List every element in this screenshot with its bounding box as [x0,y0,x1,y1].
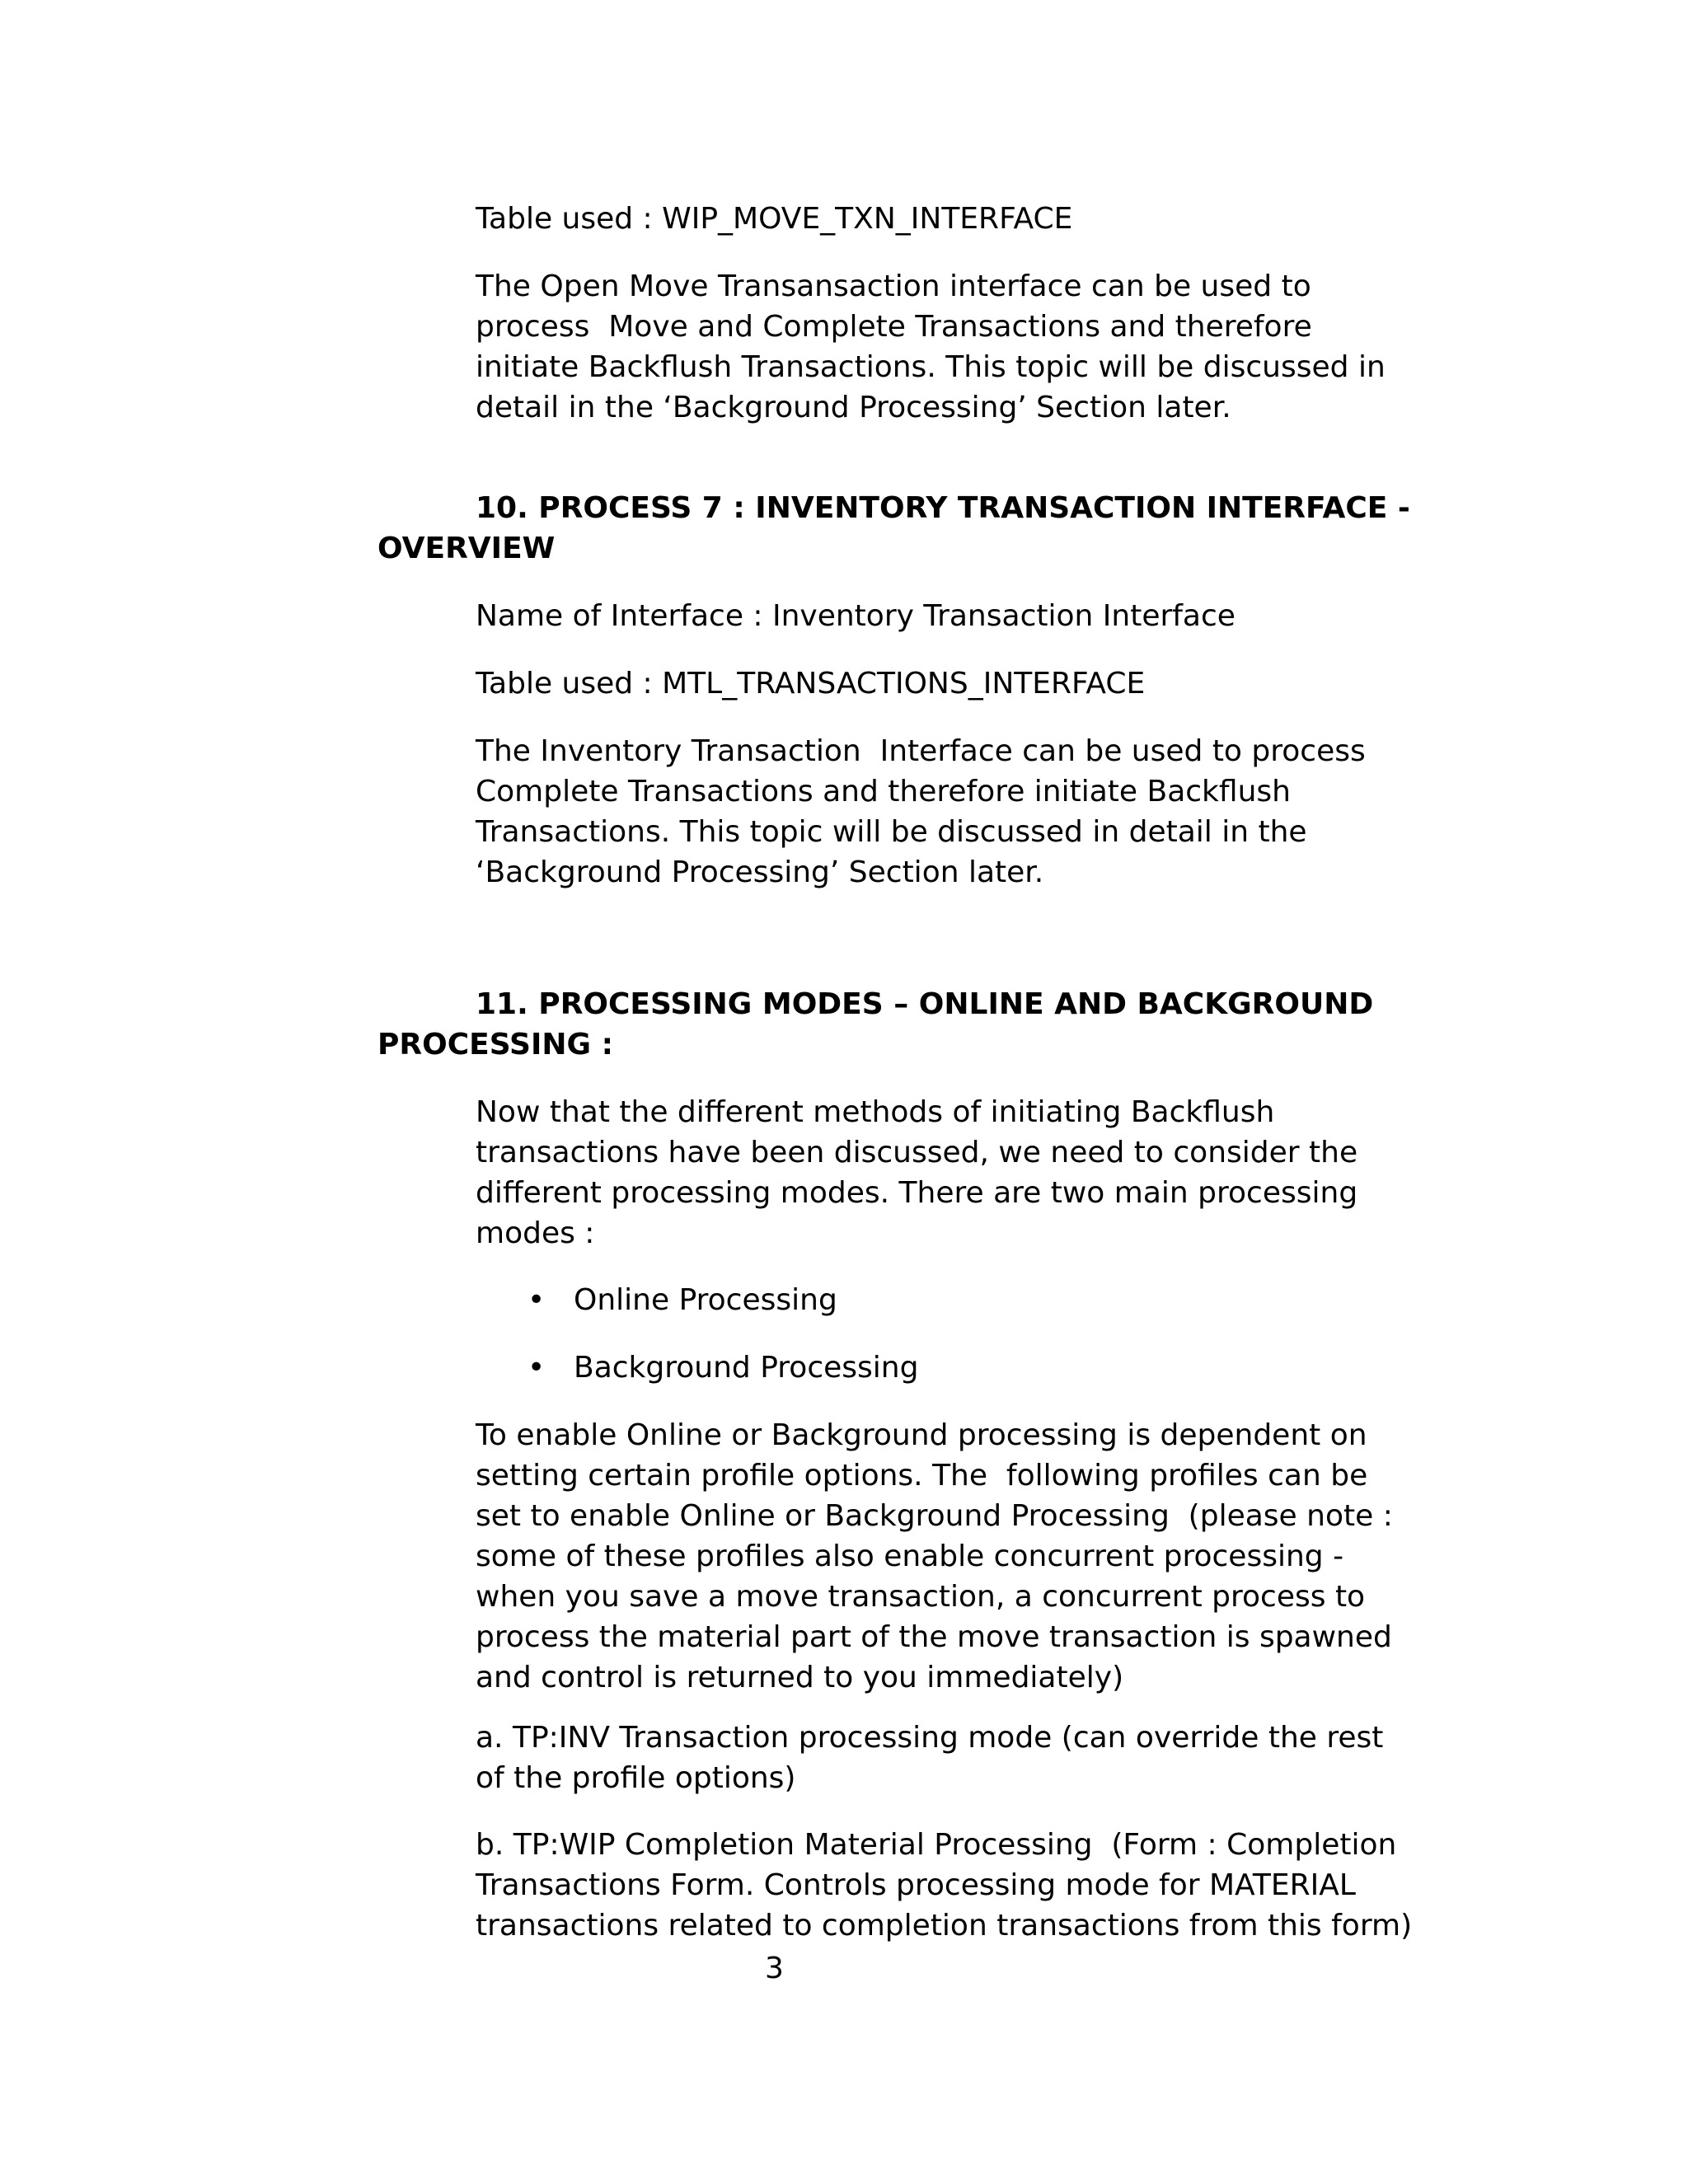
bullet-marker: • [528,1351,546,1385]
paragraph-inventory-interface: The Inventory Transaction Interface can be used to process Complete Transactions and therefore initiate Backflush Transactions. This topic will be discussed in detail in the ‘Background Processing’ Section later. [476,734,1366,889]
list-item-b: b. TP:WIP Completion Material Processing (Form : Completion Transactions Form. Controls processing mode for MATERIAL transactions related to completion transactions from this form) [476,1828,1413,1943]
bullet-item-online: Online Processing [574,1283,837,1317]
table-used-mtl-transactions: Table used : MTL_TRANSACTIONS_INTERFACE [476,667,1146,701]
name-of-interface: Name of Interface : Inventory Transaction Interface [476,599,1236,633]
list-item-a: a. TP:INV Transaction processing mode (can override the rest of the profile options) [476,1721,1384,1795]
paragraph-open-move-interface: The Open Move Transansaction interface can be used to process Move and Complete Transactions and therefore initiate Backflush Transactions. This topic will be discussed in detail in the ‘Background Processing’ Section later. [476,269,1386,424]
paragraph-enable-processing: To enable Online or Background processing is dependent on setting certain profile options. The following profiles can be set to enable Online or Background Processing (please note : some of these profiles also enable concurrent processing - when you save a move transaction, a concurrent process to process the material part of the move transaction is spawned and control is returned to you immediately) [476,1418,1393,1694]
heading-section-10: 10. PROCESS 7 : INVENTORY TRANSACTION INTERFACE - OVERVIEW [377,491,1410,565]
page-number: 3 [765,1952,784,1985]
bullet-item-background: Background Processing [574,1351,919,1385]
heading-section-11: 11. PROCESSING MODES – ONLINE AND BACKGROUND PROCESSING : [377,987,1374,1062]
bullet-marker: • [528,1283,546,1317]
table-used-wip-move: Table used : WIP_MOVE_TXN_INTERFACE [476,202,1073,236]
paragraph-processing-modes: Now that the different methods of initiating Backflush transactions have been discussed, we need to consider the different processing modes. There are two main processing modes : [476,1095,1358,1250]
